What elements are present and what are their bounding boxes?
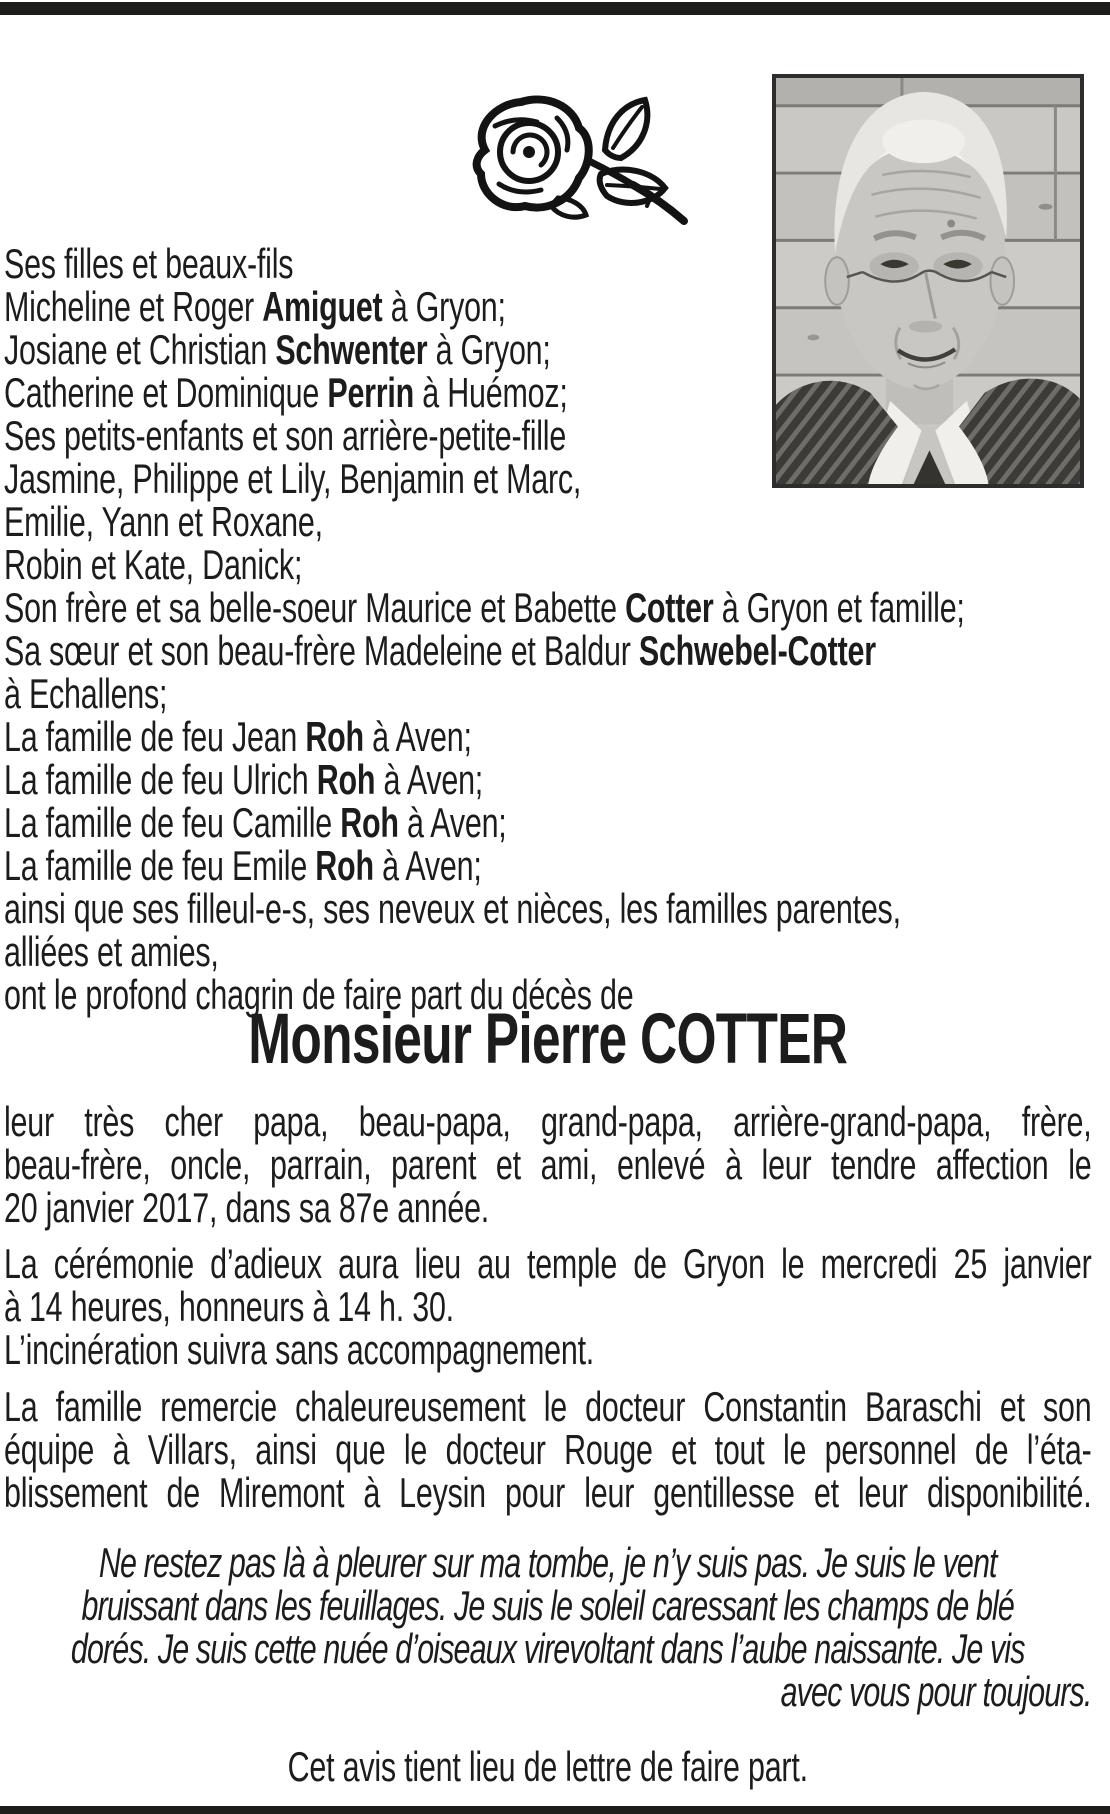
family-surname-bold: Roh <box>340 799 399 846</box>
text-segment: Jasmine, Philippe et Lily, Benjamin et Marc, <box>4 455 582 502</box>
family-line <box>4 543 1092 586</box>
text-segment: à Huémoz; <box>414 369 568 416</box>
text-segment: Son frère et sa belle-soeur Maurice et Babette <box>4 584 626 631</box>
family-surname-bold: Roh <box>315 842 374 889</box>
paragraph-line: équipe à Villars, ainsi que le docteur Rouge et tout le personnel de l’éta- <box>4 1426 1092 1473</box>
family-surname-bold: Cotter <box>625 584 714 631</box>
family-line <box>4 801 1092 844</box>
closing-line: Cet avis tient lieu de lettre de faire part. <box>287 1743 808 1790</box>
memorial-poem <box>4 1541 1092 1713</box>
family-surname-bold: Amiguet <box>262 283 383 330</box>
family-line <box>4 457 1092 500</box>
text-segment: à Gryon; <box>427 326 551 373</box>
family-line <box>4 414 1092 457</box>
text-segment: à Echallens; <box>4 670 168 717</box>
paragraph-line: beau-frère, oncle, parrain, parent et ami, enlevé à leur tendre affection le <box>4 1141 1092 1188</box>
paragraph-death <box>4 1100 1092 1229</box>
text-segment: alliées et amies, <box>4 928 219 975</box>
paragraph-line: leur très cher papa, beau-papa, grand-papa, arrière-grand-papa, frère, <box>4 1098 1092 1145</box>
family-line <box>4 672 1092 715</box>
text-segment: à Aven; <box>373 842 482 889</box>
family-line <box>4 500 1092 543</box>
bottom-rule <box>0 1806 1110 1814</box>
text-segment: La famille de feu Jean <box>4 713 306 760</box>
family-line <box>4 328 1092 371</box>
paragraph-thanks <box>4 1385 1092 1514</box>
family-line <box>4 930 1092 973</box>
text-segment: Catherine et Dominique <box>4 369 328 416</box>
paragraph-ceremony <box>4 1242 1092 1371</box>
family-surname-bold: Schwebel-Cotter <box>638 627 876 674</box>
text-segment: ainsi que ses filleul-e-s, ses neveux et nièces, les familles parentes, <box>4 885 901 932</box>
text-segment: La famille de feu Ulrich <box>4 756 317 803</box>
text-segment: La famille de feu Emile <box>4 842 316 889</box>
deceased-name-title: Monsieur Pierre COTTER <box>248 1000 848 1079</box>
text-segment: Josiane et Christian <box>4 326 276 373</box>
text-segment: ont le profond chagrin de faire part du décès de <box>4 971 634 1018</box>
family-line <box>4 629 1092 672</box>
paragraph-line: La cérémonie d’adieux aura lieu au temple de Gryon le mercredi 25 janvier <box>4 1240 1092 1287</box>
text-segment: Robin et Kate, Danick; <box>4 541 303 588</box>
text-segment: Emilie, Yann et Roxane, <box>4 498 323 545</box>
text-segment: à Aven; <box>363 713 472 760</box>
family-line <box>4 715 1092 758</box>
family-line <box>4 887 1092 930</box>
notice-text-column <box>4 0 1092 1788</box>
text-segment: Micheline et Roger <box>4 283 263 330</box>
text-segment: à Gryon et famille; <box>713 584 965 631</box>
family-line <box>4 758 1092 801</box>
family-surname-bold: Perrin <box>327 369 415 416</box>
paragraph-line: à 14 heures, honneurs à 14 h. 30. <box>4 1283 454 1330</box>
family-line <box>4 371 1092 414</box>
text-segment: Sa sœur et son beau-frère Madeleine et Baldur <box>4 627 639 674</box>
family-surname-bold: Roh <box>316 756 376 803</box>
text-segment: à Gryon; <box>382 283 506 330</box>
poem-line: bruissant dans les feuillages. Je suis le soleil caressant les champs de blé <box>81 1582 1014 1629</box>
family-line <box>4 844 1092 887</box>
text-segment: Ses filles et beaux-fils <box>4 240 294 287</box>
family-line <box>4 586 1092 629</box>
family-surname-bold: Schwenter <box>275 326 428 373</box>
text-segment: à Aven; <box>375 756 484 803</box>
text-segment: Ses petits-enfants et son arrière-petite-fille <box>4 412 567 459</box>
family-surname-bold: Roh <box>305 713 364 760</box>
family-line <box>4 242 1092 285</box>
poem-line: dorés. Je suis cette nuée d’oiseaux virevoltant dans l’aube naissante. Je vis <box>70 1625 1025 1672</box>
poem-line: avec vous pour toujours. <box>780 1668 1092 1715</box>
paragraph-line: 20 janvier 2017, dans sa 87e année. <box>4 1184 490 1231</box>
family-line <box>4 285 1092 328</box>
paragraph-line: L’incinération suivra sans accompagnement. <box>4 1326 595 1373</box>
family-list <box>4 0 1092 1016</box>
paragraph-line: blissement de Miremont à Leysin pour leur gentillesse et leur disponibilité. <box>4 1469 1092 1516</box>
paragraph-line: La famille remercie chaleureusement le docteur Constantin Baraschi et son <box>4 1383 1092 1430</box>
poem-line: Ne restez pas là à pleurer sur ma tombe, je n’y suis pas. Je suis le vent <box>98 1539 997 1586</box>
text-segment: à Aven; <box>398 799 507 846</box>
text-segment: La famille de feu Camille <box>4 799 341 846</box>
